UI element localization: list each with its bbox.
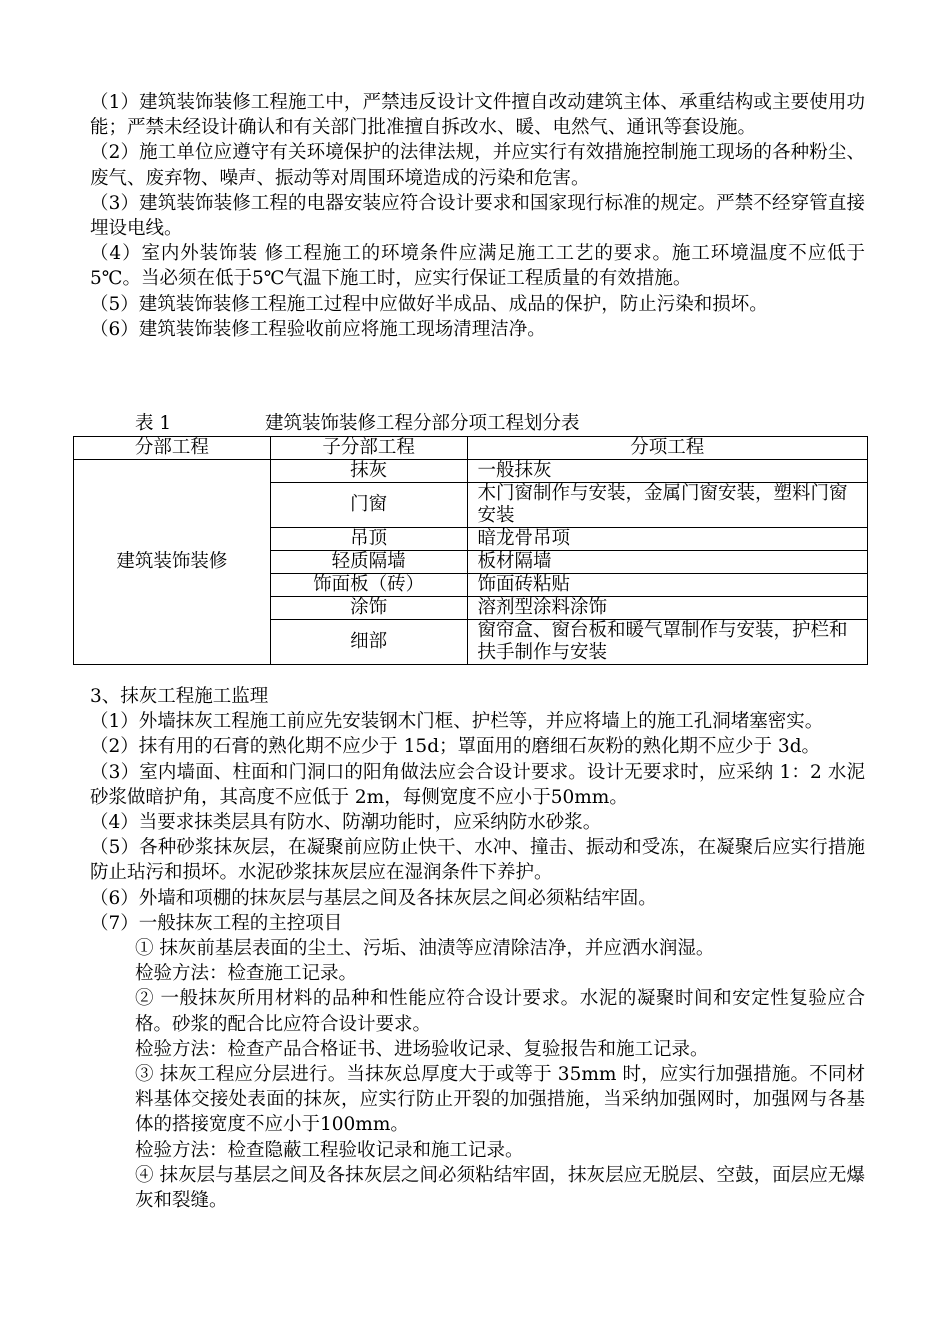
subdivision-cell: 饰面板（砖） — [270, 574, 467, 597]
control-item-2: ② 一般抹灰所用材料的品种和性能应符合设计要求。水泥的凝聚时间和安定性复验应合格。砂浆的配合比应符合设计要求。 — [135, 988, 865, 1035]
division-table — [73, 436, 868, 665]
items-cell: 溶剂型涂料涂饰 — [467, 597, 867, 620]
note-5: （5）建筑装饰装修工程施工过程中应做好半成品、成品的保护，防止污染和损坏。 — [90, 293, 768, 315]
table-row — [74, 460, 868, 483]
table-header-row — [74, 437, 868, 460]
division-cell: 建筑装饰装修 — [74, 460, 271, 665]
items-cell: 饰面砖粘贴 — [467, 574, 867, 597]
clause-3: （3）室内墙面、柱面和门洞口的阳角做法应会合设计要求。设计无要求时，应采纳 1：2 水泥砂浆做暗护角，其高度不应低于 2m，每侧宽度不应小于50mm。 — [90, 761, 865, 808]
inspection-method: 检验方法：检查施工记录。 — [135, 963, 358, 985]
clause-7: （7）一般抹灰工程的主控项目 — [90, 912, 343, 934]
subdivision-cell: 抹灰 — [270, 460, 467, 483]
inspection-method: 检验方法：检查隐蔽工程验收记录和施工记录。 — [135, 1139, 524, 1161]
items-cell: 一般抹灰 — [467, 460, 867, 483]
section-heading: 3、抹灰工程施工监理 — [90, 686, 269, 707]
note-2: （2）施工单位应遵守有关环境保护的法律法规，并应实行有效措施控制施工现场的各种粉尘、废气、废弃物、噪声、振动等对周围环境造成的污染和危害。 — [90, 142, 865, 189]
control-item-1: ① 抹灰前基层表面的尘土、污垢、油渍等应清除洁净，并应洒水润湿。 — [135, 938, 715, 960]
section-3-plastering — [90, 684, 865, 1213]
subdivision-cell: 涂饰 — [270, 597, 467, 620]
items-cell: 板材隔墙 — [467, 551, 867, 574]
header-subdivision: 子分部工程 — [270, 437, 467, 460]
control-item-4: ④ 抹灰层与基层之间及各抹灰层之间必须粘结牢固，抹灰层应无脱层、空鼓，面层应无爆灰和裂缝。 — [135, 1164, 865, 1212]
items-cell: 窗帘盒、窗台板和暖气罩制作与安装，护栏和扶手制作与安装 — [467, 620, 867, 665]
table-caption-label: 表 1 — [135, 413, 172, 434]
note-1: （1）建筑装饰装修工程施工中，严禁违反设计文件擅自改动建筑主体、承重结构或主要使用功能；严禁未经设计确认和有关部门批准擅自拆改水、暖、电然气、通讯等套设施。 — [90, 92, 865, 139]
subdivision-cell: 吊顶 — [270, 528, 467, 551]
clause-5: （5）各种砂浆抹灰层，在凝聚前应防止快干、水冲、撞击、振动和受冻，在凝聚后应实行措施防止玷污和损坏。水泥砂浆抹灰层应在湿润条件下养护。 — [90, 837, 865, 884]
table-caption — [135, 412, 580, 436]
header-items: 分项工程 — [467, 437, 867, 460]
control-item-3: ③ 抹灰工程应分层进行。当抹灰总厚度大于或等于 35mm 时，应实行加强措施。不同材料基体交接处表面的抹灰，应实行防止开裂的加强措施，当采纳加强网时，加强网与各基体的搭接宽度不应小于100mm。 — [135, 1064, 865, 1136]
items-cell: 暗龙骨吊项 — [467, 528, 867, 551]
clause-1: （1）外墙抹灰工程施工前应先安装钢木门框、护栏等，并应将墙上的施工孔洞堵塞密实。 — [90, 711, 824, 733]
table-caption-title: 建筑装饰装修工程分部分项工程划分表 — [265, 413, 580, 434]
note-3: （3）建筑装饰装修工程的电器安装应符合设计要求和国家现行标准的规定。严禁不经穿管直接埋设电线。 — [90, 192, 865, 240]
subdivision-cell: 门窗 — [270, 483, 467, 528]
subdivision-cell: 轻质隔墙 — [270, 551, 467, 574]
header-division: 分部工程 — [74, 437, 271, 460]
note-4: （4）室内外装饰装 修工程施工的环境条件应满足施工工艺的要求。施工环境温度不应低于5℃。当必须在低于5℃气温下施工时，应实行保证工程质量的有效措施。 — [90, 243, 865, 290]
subdivision-cell: 细部 — [270, 620, 467, 665]
section-1-notes — [90, 90, 865, 342]
note-6: （6）建筑装饰装修工程验收前应将施工现场清理洁净。 — [90, 318, 546, 340]
items-cell: 木门窗制作与安装，金属门窗安装，塑料门窗安装 — [467, 483, 867, 528]
inspection-method: 检验方法：检查产品合格证书、进场验收记录、复验报告和施工记录。 — [135, 1038, 709, 1060]
clause-2: （2）抹有用的石膏的熟化期不应少于 15d；罩面用的磨细石灰粉的熟化期不应少于 3d。 — [90, 736, 821, 758]
clause-6: （6）外墙和项棚的抹灰层与基层之间及各抹灰层之间必须粘结牢固。 — [90, 887, 657, 909]
clause-4: （4）当要求抹类层具有防水、防潮功能时，应采纳防水砂浆。 — [90, 812, 602, 834]
